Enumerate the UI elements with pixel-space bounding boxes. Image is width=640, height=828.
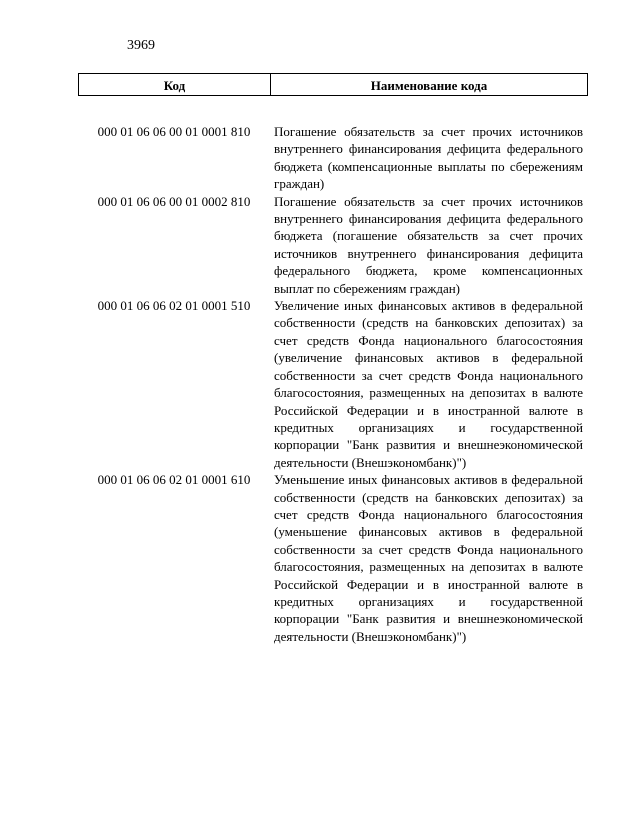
- table-header: [78, 73, 588, 96]
- row-name: Уменьшение иных финансовых активов в федеральной собственности (средств на банковских депозитах) за счет средств Фонда национального благосостояния (уменьшение финансовых активов в федеральной собственности за счет средств Фонда национального благосостояния, размещенных на депозитах в валюте Российской Федерации и в иностранной валюте в кредитных организациях и государственной корпорации "Банк развития и внешнеэкономической деятельности (Внешэкономбанк)"): [274, 472, 583, 644]
- table-row: [78, 193, 586, 297]
- row-name: Погашение обязательств за счет прочих источников внутреннего финансирования дефицита федерального бюджета (компенсационные выплаты по сбережениям граждан): [274, 124, 583, 192]
- row-code: 000 01 06 06 00 01 0002 810: [97, 193, 251, 209]
- header-name: Наименование кода: [370, 78, 488, 93]
- row-code: 000 01 06 06 02 01 0001 510: [97, 298, 251, 314]
- table-body: [78, 123, 586, 645]
- page-number: 3969: [127, 38, 155, 53]
- header-code: Код: [79, 74, 271, 95]
- row-code: 000 01 06 06 02 01 0001 610: [97, 472, 251, 488]
- row-name: Погашение обязательств за счет прочих источников внутреннего финансирования дефицита федерального бюджета (погашение обязательств за счет прочих источников внутреннего финансирования дефицита федерального бюджета, кроме компенсационных выплат по сбережениям граждан): [274, 193, 583, 296]
- row-name: Увеличение иных финансовых активов в федеральной собственности (средств на банковских депозитах) за счет средств Фонда национального благосостояния (увеличение финансовых активов в федеральной собственности за счет средств Фонда национального благосостояния, размещенных на депозитах в валюте Российской Федерации и в иностранной валюте в кредитных организациях и государственной корпорации "Банк развития и внешнеэкономической деятельности (Внешэкономбанк)"): [274, 298, 583, 470]
- table-row: [78, 471, 586, 645]
- table-row: [78, 123, 586, 193]
- table-row: [78, 297, 586, 471]
- row-code: 000 01 06 06 00 01 0001 810: [97, 124, 251, 139]
